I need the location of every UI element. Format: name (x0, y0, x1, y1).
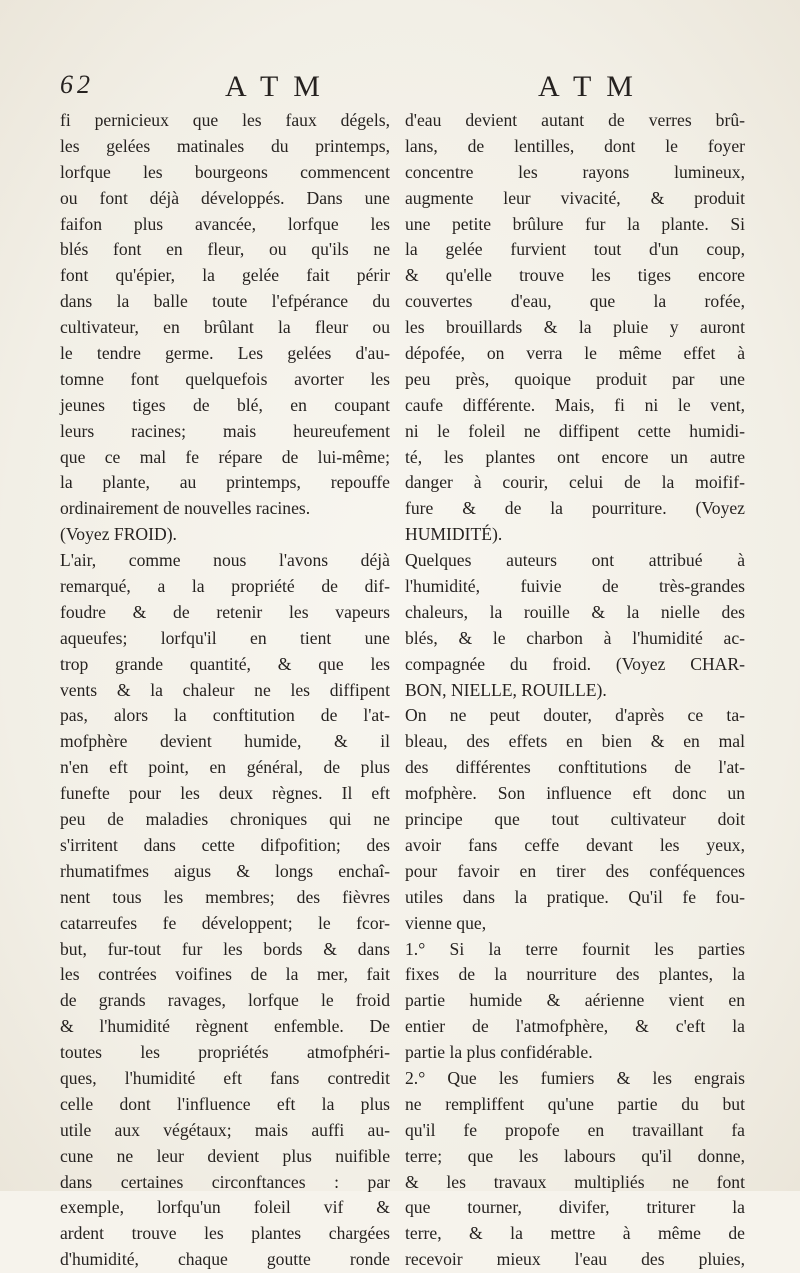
text-line: utile aux végétaux; mais auffi au- (60, 1119, 390, 1140)
text-line: bleau, des effets en bien & en mal (405, 731, 745, 752)
text-line: utiles dans la pratique. Qu'il fe fou- (405, 886, 745, 907)
text-line: ou font déjà développés. Dans une (60, 187, 390, 208)
text-line: partie la plus confidérable. (405, 1042, 593, 1063)
text-line: blés font en fleur, ou qu'ils ne (60, 239, 390, 260)
text-line: mofphère. Son influence eft donc un (405, 783, 745, 804)
text-line: vienne que, (405, 912, 487, 933)
text-line: concentre les rayons lumineux, (405, 161, 745, 182)
text-line: la gelée furvient tout d'un coup, (405, 239, 745, 260)
text-line: jeunes tiges de blé, en coupant (60, 394, 390, 415)
text-line: le tendre germe. Les gelées d'au- (60, 343, 390, 364)
text-line: une petite brûlure fur la plante. Si (405, 213, 745, 234)
text-line: les gelées matinales du printemps, (60, 135, 390, 156)
text-line: peu près, quoique produit par une (405, 368, 745, 389)
page-number: 62 (60, 70, 94, 99)
text-line: terre; que les labours qu'il donne, (405, 1145, 745, 1166)
text-line: té, les plantes ont encore un autre (405, 446, 745, 467)
text-line: 2.° Que les fumiers & les engrais (405, 1067, 745, 1088)
text-line: la plante, au printemps, repouffe (60, 472, 390, 493)
text-line: On ne peut douter, d'après ce ta- (405, 705, 745, 726)
text-line: ni le foleil ne diffipent cette humidi- (405, 420, 745, 441)
text-line: chaleurs, la rouille & la nielle des (405, 601, 745, 622)
left-text-column (60, 108, 390, 1273)
text-line: & l'humidité règnent enfemble. De (60, 1016, 390, 1037)
text-line: cultivateur, en brûlant la fleur ou (60, 317, 390, 338)
text-line: foudre & de retenir les vapeurs (60, 601, 390, 622)
text-line: blés, & le charbon à l'humidité ac- (405, 627, 745, 648)
text-line: ardent trouve les plantes chargées (60, 1223, 390, 1244)
text-line: augmente leur vivacité, & produit (405, 187, 745, 208)
text-line: caufe différente. Mais, fi ni le vent, (405, 394, 745, 415)
text-line: terre, & la mettre à même de (405, 1223, 745, 1244)
text-line: recevoir mieux l'eau des pluies, (405, 1249, 745, 1270)
text-line: & les travaux multipliés ne font (405, 1171, 745, 1192)
text-line: partie humide & aérienne vient en (405, 990, 745, 1011)
text-line: ne rempliffent qu'une partie du but (405, 1093, 745, 1114)
text-line: peu de maladies chroniques qui ne (60, 809, 390, 830)
text-line: danger à courir, celui de la moifif- (405, 472, 745, 493)
text-line: BON, NIELLE, ROUILLE). (405, 679, 607, 700)
text-line: les contrées voifines de la mer, fait (60, 964, 390, 985)
text-line: tomne font quelquefois avorter les (60, 368, 390, 389)
text-line: but, fur-tout fur les bords & dans (60, 938, 390, 959)
text-line: que tourner, divifer, triturer la (405, 1197, 745, 1218)
text-line: pas, alors la conftitution de l'at- (60, 705, 390, 726)
text-line: fure & de la pourriture. (Voyez (405, 498, 745, 519)
text-line: HUMIDITÉ). (405, 524, 503, 545)
text-line: funefte pour les deux règnes. Il eft (60, 783, 390, 804)
text-line: mofphère devient humide, & il (60, 731, 390, 752)
text-line: dans certaines circonftances : par (60, 1171, 390, 1192)
text-line: l'humidité, fuivie de très-grandes (405, 576, 745, 597)
text-line: Quelques auteurs ont attribué à (405, 550, 745, 571)
text-line: n'en eft point, en général, de plus (60, 757, 390, 778)
text-line: pour favoir en tirer des conféquences (405, 860, 745, 881)
text-line: couvertes d'eau, que la rofée, (405, 291, 745, 312)
text-line: 1.° Si la terre fournit les parties (405, 938, 745, 959)
running-head-right: A T M (538, 70, 637, 103)
right-text-column (405, 108, 745, 1273)
text-line: L'air, comme nous l'avons déjà (60, 550, 390, 571)
text-line: des différentes conftitutions de l'at- (405, 757, 745, 778)
text-line: ordinairement de nouvelles racines. (60, 498, 311, 519)
running-head-left: A T M (225, 70, 324, 103)
text-line: exemple, lorfqu'un foleil vif & (60, 1197, 390, 1218)
text-line: catarreufes fe développent; le fcor- (60, 912, 390, 933)
text-line: que ce mal fe répare de lui-même; (60, 446, 390, 467)
text-line: d'eau devient autant de verres brû- (405, 110, 745, 130)
text-line: entier de l'atmofphère, & c'eft la (405, 1016, 745, 1037)
text-line: aqueufes; lorfqu'il en tient une (60, 627, 390, 648)
text-line: (Voyez FROID). (60, 524, 177, 545)
text-line: cune ne leur devient plus nuifible (60, 1145, 390, 1166)
text-line: s'irritent dans cette difpofition; des (60, 834, 390, 855)
text-line: trop grande quantité, & que les (60, 653, 390, 674)
text-line: principe que tout cultivateur doit (405, 809, 745, 830)
page-header (60, 70, 760, 110)
text-line: dans la balle toute l'efpérance du (60, 291, 390, 312)
text-line: qu'il fe propofe en travaillant fa (405, 1119, 745, 1140)
text-line: & qu'elle trouve les tiges encore (405, 265, 745, 286)
text-line: fi pernicieux que les faux dégels, (60, 110, 390, 130)
text-line: font qu'épier, la gelée fait périr (60, 265, 390, 286)
text-line: lorfque les bourgeons commencent (60, 161, 390, 182)
text-line: faifon plus avancée, lorfque les (60, 213, 390, 234)
text-line: leurs racines; mais heureufement (60, 420, 390, 441)
text-line: les brouillards & la pluie y auront (405, 317, 745, 338)
text-line: vents & la chaleur ne les diffipent (60, 679, 390, 700)
text-line: ques, l'humidité eft fans contredit (60, 1067, 390, 1088)
text-line: de grands ravages, lorfque le froid (60, 990, 390, 1011)
text-line: remarqué, a la propriété de dif- (60, 576, 390, 597)
text-line: nent tous les membres; des fièvres (60, 886, 390, 907)
text-line: toutes les propriétés atmofphéri- (60, 1042, 390, 1063)
text-line: lans, de lentilles, dont le foyer (405, 135, 745, 156)
text-line: dépofée, on verra le même effet à (405, 343, 745, 364)
text-line: d'humidité, chaque goutte ronde (60, 1249, 390, 1270)
text-line: compagnée du froid. (Voyez CHAR- (405, 653, 745, 674)
text-line: fixes de la nourriture des plantes, la (405, 964, 745, 985)
text-line: avoir fans ceffe devant les yeux, (405, 834, 745, 855)
text-line: rhumatifmes aigus & longs enchaî- (60, 860, 390, 881)
text-line: celle dont l'influence eft la plus (60, 1093, 390, 1114)
